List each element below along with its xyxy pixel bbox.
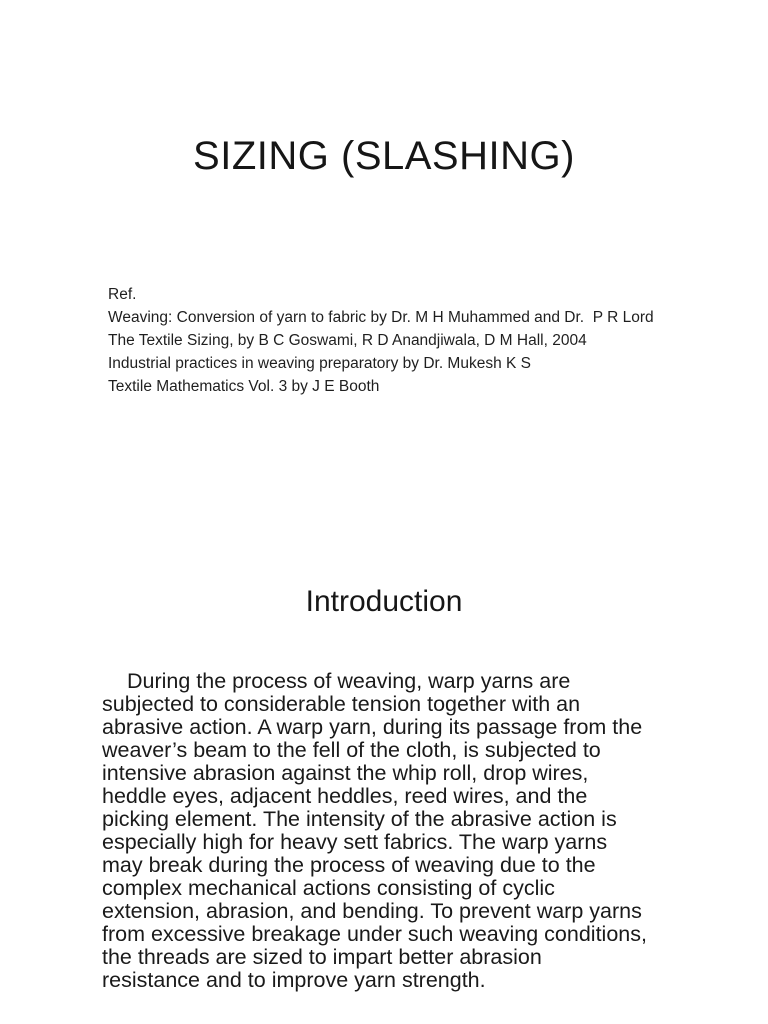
paragraph-line: from excessive breakage under such weaving conditions, [102, 922, 647, 946]
reference-item: The Textile Sizing, by B C Goswami, R D Anandjiwala, D M Hall, 2004 [108, 332, 587, 349]
references-list [108, 306, 654, 398]
paragraph-line: subjected to considerable tension together with an [102, 692, 581, 716]
introduction-paragraph [102, 670, 682, 992]
paragraph-line: resistance and to improve yarn strength. [102, 968, 486, 992]
reference-item: Industrial practices in weaving preparatory by Dr. Mukesh K S [108, 355, 531, 372]
paragraph-line: weaver’s beam to the fell of the cloth, is subjected to [102, 738, 601, 762]
references-heading: Ref. [108, 286, 137, 303]
reference-item: Textile Mathematics Vol. 3 by J E Booth [108, 378, 380, 395]
paragraph-line: complex mechanical actions consisting of cyclic [102, 876, 555, 900]
paragraph-line: abrasive action. A warp yarn, during its passage from the [102, 715, 643, 739]
paragraph-line: intensive abrasion against the whip roll, drop wires, [102, 761, 589, 785]
page-title: SIZING (SLASHING) [193, 134, 575, 178]
paragraph-line: picking element. The intensity of the abrasive action is [102, 807, 617, 831]
paragraph-line: may break during the process of weaving due to the [102, 853, 596, 877]
section-heading-introduction: Introduction [305, 585, 463, 618]
paragraph-line: the threads are sized to impart better abrasion [102, 945, 542, 969]
references-block [108, 283, 654, 398]
reference-item: Weaving: Conversion of yarn to fabric by Dr. M H Muhammed and Dr. P R Lord [108, 309, 654, 326]
paragraph-line: extension, abrasion, and bending. To prevent warp yarns [102, 899, 642, 923]
paragraph-line: heddle eyes, adjacent heddles, reed wires, and the [102, 784, 588, 808]
paragraph-line: During the process of weaving, warp yarns are [127, 669, 571, 693]
paragraph-line: especially high for heavy sett fabrics. The warp yarns [102, 830, 608, 854]
